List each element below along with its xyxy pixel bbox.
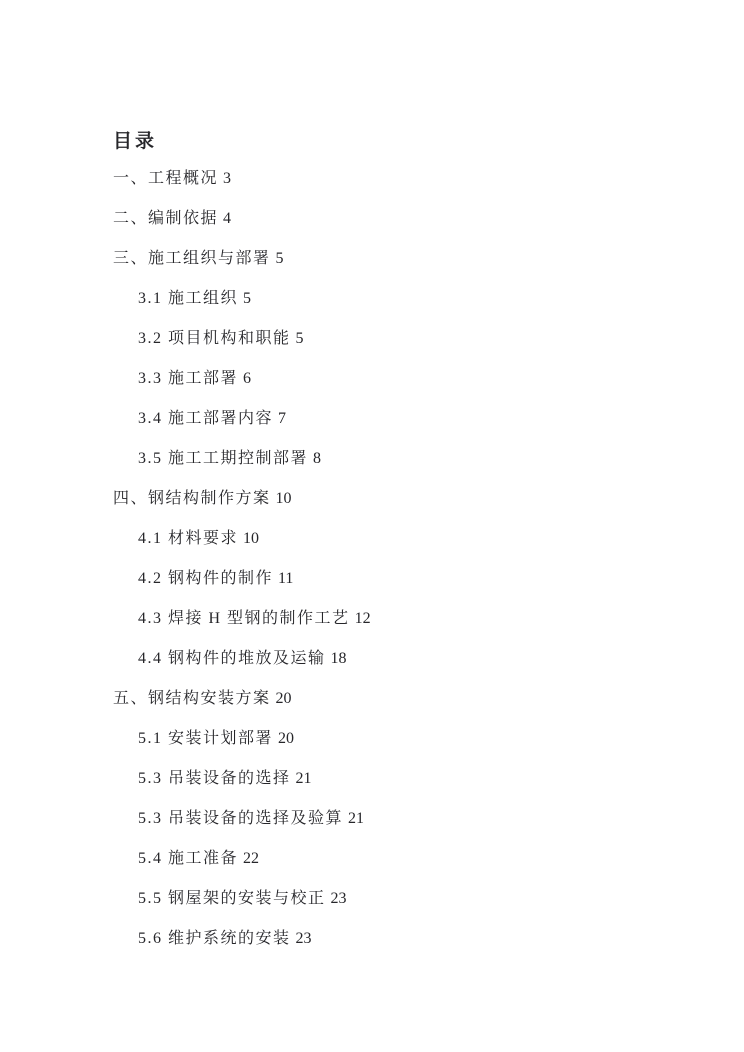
- toc-entry-page: 11: [278, 570, 294, 587]
- toc-entry-page: 12: [354, 610, 371, 627]
- table-of-contents: [113, 170, 654, 948]
- toc-entry: [113, 530, 654, 548]
- toc-entry-page: 23: [295, 930, 312, 947]
- toc-entry-label: 5.5 钢屋架的安装与校正: [138, 890, 326, 907]
- toc-entry-label: 4.3 焊接 H 型钢的制作工艺: [138, 610, 350, 627]
- page-title: 目录: [113, 131, 158, 152]
- toc-entry: [113, 410, 654, 428]
- toc-entry: [113, 810, 654, 828]
- toc-entry-page: 6: [243, 370, 252, 387]
- toc-entry: [113, 770, 654, 788]
- toc-entry: [113, 850, 654, 868]
- toc-entry: [113, 290, 654, 308]
- toc-entry-page: 18: [330, 650, 347, 667]
- toc-entry-label: 五、钢结构安装方案: [113, 690, 271, 707]
- toc-entry-page: 20: [278, 730, 295, 747]
- toc-entry: [113, 250, 654, 268]
- toc-entry-label: 5.4 施工准备: [138, 850, 239, 867]
- toc-entry-page: 5: [275, 250, 284, 267]
- toc-entry: [113, 490, 654, 508]
- toc-entry-label: 4.2 钢构件的制作: [138, 570, 274, 587]
- toc-entry-label: 5.3 吊装设备的选择: [138, 770, 291, 787]
- toc-entry: [113, 730, 654, 748]
- toc-entry: [113, 450, 654, 468]
- toc-entry-page: 21: [348, 810, 365, 827]
- toc-entry: [113, 370, 654, 388]
- toc-entry: [113, 330, 654, 348]
- toc-entry: [113, 930, 654, 948]
- toc-entry: [113, 170, 654, 188]
- toc-entry-page: 22: [243, 850, 260, 867]
- toc-entry-page: 4: [223, 210, 232, 227]
- toc-entry-label: 5.1 安装计划部署: [138, 730, 274, 747]
- toc-entry-page: 23: [330, 890, 347, 907]
- toc-entry: [113, 650, 654, 668]
- toc-entry-label: 三、施工组织与部署: [113, 250, 271, 267]
- toc-entry-page: 10: [275, 490, 292, 507]
- toc-entry: [113, 610, 654, 628]
- toc-entry-page: 10: [243, 530, 260, 547]
- toc-entry-label: 4.1 材料要求: [138, 530, 239, 547]
- toc-entry-label: 3.3 施工部署: [138, 370, 239, 387]
- toc-entry: [113, 890, 654, 908]
- toc-entry: [113, 210, 654, 228]
- toc-entry-page: 5: [243, 290, 252, 307]
- toc-entry-page: 8: [313, 450, 322, 467]
- toc-entry-page: 7: [278, 410, 287, 427]
- toc-entry-label: 5.6 维护系统的安装: [138, 930, 291, 947]
- toc-entry: [113, 570, 654, 588]
- toc-entry-label: 二、编制依据: [113, 210, 219, 227]
- toc-entry-label: 3.5 施工工期控制部署: [138, 450, 309, 467]
- toc-entry-label: 3.4 施工部署内容: [138, 410, 274, 427]
- toc-entry-page: 21: [295, 770, 312, 787]
- toc-entry-label: 3.1 施工组织: [138, 290, 239, 307]
- toc-entry: [113, 690, 654, 708]
- toc-entry-page: 5: [295, 330, 304, 347]
- toc-entry-page: 20: [275, 690, 292, 707]
- toc-entry-label: 一、工程概况: [113, 170, 219, 187]
- toc-entry-label: 3.2 项目机构和职能: [138, 330, 291, 347]
- toc-entry-label: 四、钢结构制作方案: [113, 490, 271, 507]
- toc-entry-page: 3: [223, 170, 232, 187]
- toc-entry-label: 4.4 钢构件的堆放及运输: [138, 650, 326, 667]
- toc-entry-label: 5.3 吊装设备的选择及验算: [138, 810, 344, 827]
